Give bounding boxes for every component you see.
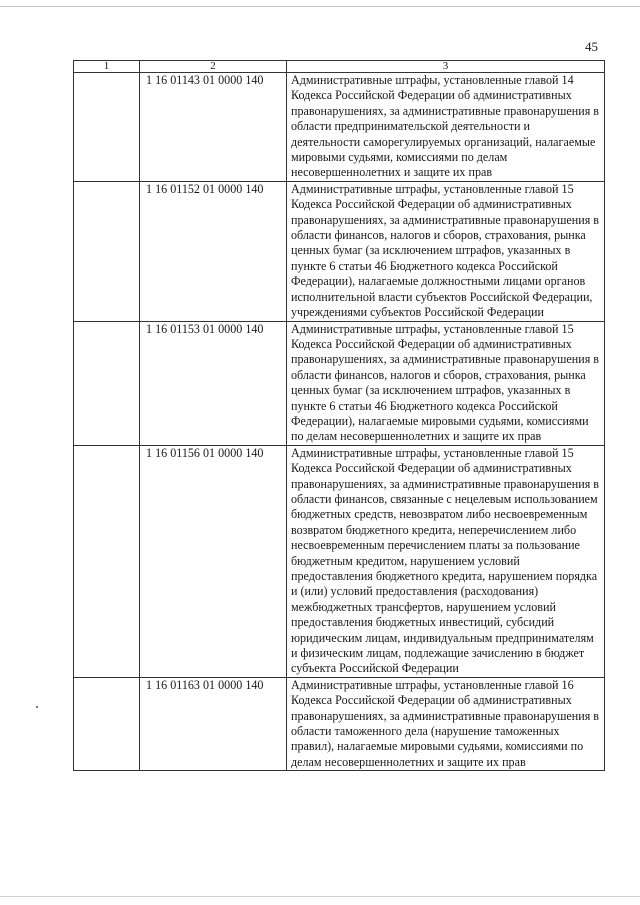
scan-speck: [36, 706, 38, 708]
table-row: [74, 321, 605, 445]
row-empty-cell: [74, 445, 140, 677]
scan-bottom-edge: [0, 896, 640, 897]
column-header-1: 1: [74, 61, 140, 73]
revenue-description: Административные штрафы, установленные главой 15 Кодекса Российской Федерации об административных правонарушениях, за административные правонарушения в области финансов, налогов и сборов, страхования, рынка ценных бумаг (за исключением штрафов, указанных в пункте 6 статьи 46 Бюджетного кодекса Российской Федерации), налагаемые должностными лицами органов исполнительной власти субъектов Российской Федерации, учреждениями субъектов Российской Федерации: [287, 181, 605, 321]
page-number: 45: [585, 39, 598, 54]
table-row: [74, 73, 605, 182]
table-header-row: [74, 61, 605, 73]
row-empty-cell: [74, 321, 140, 445]
row-empty-cell: [74, 181, 140, 321]
budget-code: 1 16 01143 01 0000 140: [140, 73, 287, 182]
budget-code: 1 16 01156 01 0000 140: [140, 445, 287, 677]
revenue-description: Административные штрафы, установленные главой 14 Кодекса Российской Федерации об административных правонарушениях, за административные правонарушения в области предпринимательской деятельности и деятельности саморегулируемых организаций, налагаемые мировыми судьями, комиссиями по делам несовершеннолетних и защите их прав: [287, 73, 605, 182]
revenue-description: Административные штрафы, установленные главой 16 Кодекса Российской Федерации об административных правонарушениях, за административные правонарушения в области таможенного дела (нарушение таможенных правил), налагаемые мировыми судьями, комиссиями по делам несовершеннолетних и защите их прав: [287, 677, 605, 770]
row-empty-cell: [74, 73, 140, 182]
row-empty-cell: [74, 677, 140, 770]
scan-top-edge: [0, 6, 640, 7]
budget-code: 1 16 01153 01 0000 140: [140, 321, 287, 445]
budget-code: 1 16 01152 01 0000 140: [140, 181, 287, 321]
table-row: [74, 677, 605, 770]
budget-classification-table: [73, 60, 605, 771]
budget-code: 1 16 01163 01 0000 140: [140, 677, 287, 770]
table-row: [74, 445, 605, 677]
table-row: [74, 181, 605, 321]
revenue-description: Административные штрафы, установленные главой 15 Кодекса Российской Федерации об административных правонарушениях, за административные правонарушения в области финансов, связанные с нецелевым использованием бюджетных средств, невозвратом либо несвоевременным возвратом бюджетного кредита, неперечислением либо несвоевременным перечислением платы за пользование бюджетным кредитом, нарушением условий предоставления бюджетного кредита, нарушением порядка и (или) условий предоставления (расходования) межбюджетных трансфертов, нарушением условий предоставления бюджетных инвестиций, субсидий юридическим лицам, индивидуальным предпринимателям и физическим лицам, подлежащие зачислению в бюджет субъекта Российской Федерации: [287, 445, 605, 677]
column-header-3: 3: [287, 61, 605, 73]
column-header-2: 2: [140, 61, 287, 73]
revenue-description: Административные штрафы, установленные главой 15 Кодекса Российской Федерации об административных правонарушениях, за административные правонарушения в области финансов, налогов и сборов, страхования, рынка ценных бумаг (за исключением штрафов, указанных в пункте 6 статьи 46 Бюджетного кодекса Российской Федерации), налагаемые мировыми судьями, комиссиями по делам несовершеннолетних и защите их прав: [287, 321, 605, 445]
